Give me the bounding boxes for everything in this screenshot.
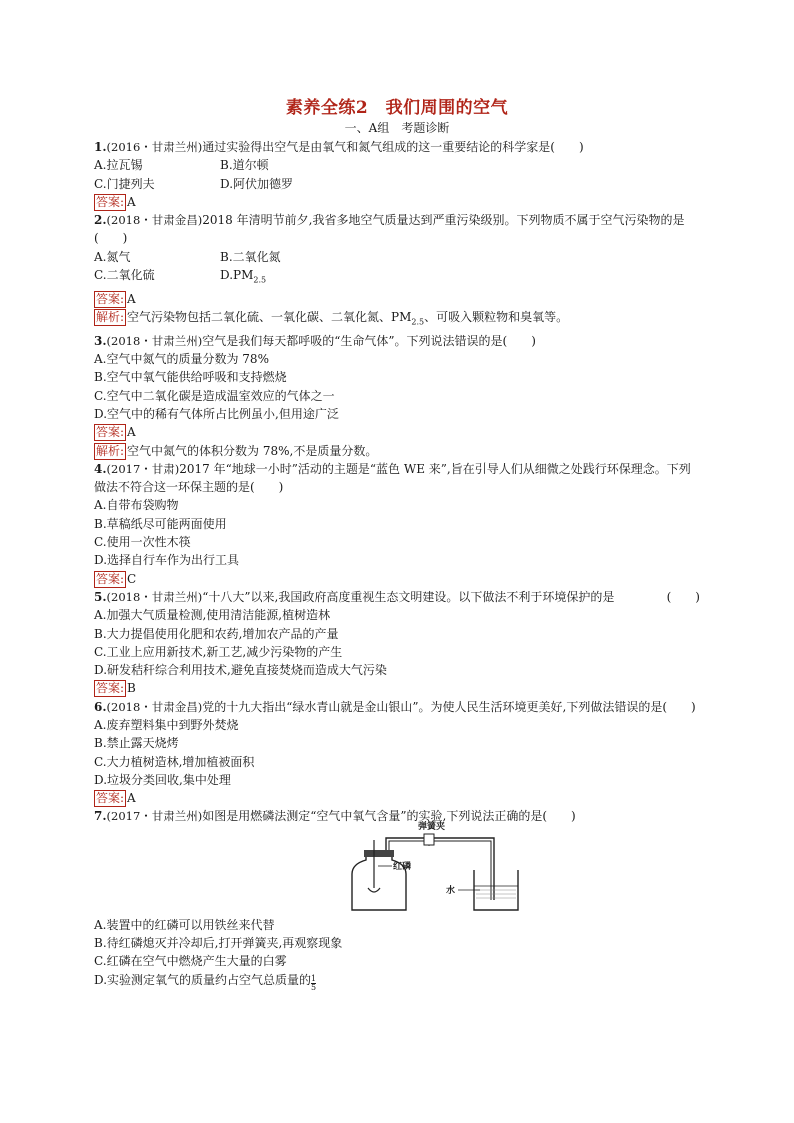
option-b: B.草稿纸尽可能两面使用: [94, 516, 227, 531]
answer-line: [94, 193, 700, 211]
answer-tag: 答案:: [96, 681, 125, 696]
spoon-bowl: [368, 888, 380, 892]
question-text: 2018 年清明节前夕,我省多地空气质量达到严重污染级别。下列物质不属于空气污染物的是( ): [94, 213, 685, 246]
page-title: 素养全练2 我们周围的空气: [285, 98, 509, 118]
option-d: D.选择自行车作为出行工具: [94, 553, 240, 568]
answer-value: C: [127, 571, 137, 586]
question-number: 2.: [94, 213, 107, 228]
answer-tag: 答案:: [96, 791, 125, 806]
option-b: B.禁止露天烧烤: [94, 736, 179, 751]
option-b: B.空气中氧气能供给呼吸和支持燃烧: [94, 370, 287, 385]
stopper: [364, 850, 394, 857]
question-stem: [94, 698, 700, 716]
question-number: 3.: [94, 333, 107, 348]
option-a: A.拉瓦锡: [94, 158, 143, 173]
option-c: C.红磷在空气中燃烧产生大量的白雾: [94, 954, 287, 969]
question-source: (2018・甘肃金昌): [106, 213, 203, 228]
subscript: 2.5: [253, 275, 267, 285]
apparatus-figure: [346, 821, 546, 912]
option-a: A.装置中的红磷可以用铁丝来代替: [94, 917, 275, 932]
option-b: B.大力提倡使用化肥和农药,增加农产品的产量: [94, 626, 339, 641]
question-number: 7.: [94, 809, 107, 824]
option-c: C.空气中二氧化碳是造成温室效应的气体之一: [94, 388, 335, 403]
option-a: A.废弃塑料集中到野外焚烧: [94, 717, 239, 732]
option-c: C.工业上应用新技术,新工艺,减少污染物的产生: [94, 644, 343, 659]
analysis-tag: 解析:: [96, 443, 125, 458]
question-text: 如图是用燃磷法测定“空气中氧气含量”的实验,下列说法正确的是( ): [202, 809, 576, 824]
water-label: 水: [446, 885, 456, 896]
option-d: D.研发秸秆综合利用技术,避免直接焚烧而造成大气污染: [94, 663, 387, 678]
question-4: [94, 460, 700, 588]
question-1: [94, 138, 700, 211]
option-d: D.空气中的稀有气体所占比例虽小,但用途广泛: [94, 406, 339, 421]
question-text: 空气是我们每天都呼吸的“生命气体”。下列说法错误的是( ): [202, 333, 536, 348]
option-d-text: D.实验测定氧气的质量约占空气总质量的: [94, 972, 312, 987]
options-grid: [94, 156, 700, 193]
option-b: B.道尔顿: [220, 158, 269, 173]
option-d: D.垃圾分类回收,集中处理: [94, 772, 231, 787]
option-d-text: D.PM: [220, 268, 254, 283]
question-number: 6.: [94, 699, 107, 714]
option-c: C.门捷列夫: [94, 176, 155, 191]
option-a: A.空气中氮气的质量分数为 78%: [94, 352, 269, 367]
question-source: (2017・甘肃): [106, 461, 180, 476]
answer-value: A: [127, 425, 136, 440]
answer-line: [94, 290, 700, 308]
answer-value: A: [127, 194, 136, 209]
answer-line: [94, 570, 700, 588]
question-3: [94, 332, 700, 460]
answer-value: A: [127, 791, 136, 806]
subscript: 2.5: [411, 317, 425, 327]
answer-line: [94, 423, 700, 441]
spring-clamp: [424, 834, 434, 845]
option-d: [220, 266, 480, 290]
option-c: C.二氧化硫: [94, 268, 155, 283]
question-6: [94, 698, 700, 808]
apparatus-diagram: [346, 821, 546, 912]
question-text: 2017 年“地球一小时”活动的主题是“蓝色 WE 来”,旨在引导人们从细微之处践行环保理念。下列做法不符合这一环保主题的是( ): [94, 461, 691, 495]
answer-value: B: [127, 681, 136, 696]
question-stem: [94, 138, 700, 156]
option-d: [94, 971, 700, 992]
analysis-line: [94, 308, 700, 332]
analysis-line: [94, 442, 700, 460]
question-source: (2018・甘肃兰州): [106, 333, 203, 348]
answer-tag: 答案:: [96, 194, 125, 209]
question-stem: [94, 807, 700, 825]
analysis-text-tail: 、可吸入颗粒物和臭氧等。: [424, 310, 569, 325]
answer-tag: 答案:: [96, 425, 125, 440]
option-c: C.大力植树造林,增加植被面积: [94, 754, 255, 769]
answer-line: [94, 679, 700, 697]
question-stem: [94, 211, 700, 248]
question-text: “十八大”以来,我国政府高度重视生态文明建设。以下做法不利于环境保护的是: [202, 589, 615, 604]
analysis-text: 空气污染物包括二氧化硫、一氧化碳、二氧化氮、PM: [127, 310, 412, 325]
question-text: 通过实验得出空气是由氧气和氮气组成的这一重要结论的科学家是( ): [202, 140, 584, 154]
phosphorus-label: 红磷: [393, 861, 412, 872]
fraction: [311, 975, 316, 992]
question-source: (2017・甘肃兰州): [106, 809, 203, 824]
option-a: A.自带布袋购物: [94, 498, 179, 513]
question-7: [94, 807, 700, 991]
answer-line: [94, 789, 700, 807]
question-number: 4.: [94, 461, 107, 476]
clamp-label: 弹簧夹: [418, 821, 446, 832]
fraction-numerator: 1: [311, 973, 317, 983]
answer-paren: ( ): [666, 589, 700, 604]
option-c: C.使用一次性木筷: [94, 535, 191, 550]
question-2: [94, 211, 700, 332]
answer-value: A: [127, 291, 136, 306]
option-b: B.二氧化氮: [220, 249, 281, 264]
question-stem: [94, 460, 700, 497]
option-b: B.待红磷熄灭并冷却后,打开弹簧夹,再观察现象: [94, 936, 343, 951]
option-a: A.加强大气质量检测,使用清洁能源,植树造林: [94, 608, 331, 623]
fraction-denominator: 5: [311, 982, 317, 992]
question-5: [94, 588, 700, 698]
analysis-tag: 解析:: [96, 310, 125, 325]
answer-tag: 答案:: [96, 291, 125, 306]
question-source: (2018・甘肃金昌): [106, 699, 203, 714]
question-text: 党的十九大指出“绿水青山就是金山银山”。为使人民生活环境更美好,下列做法错误的是( ): [202, 699, 696, 714]
answer-tag: 答案:: [96, 571, 125, 586]
question-source: (2016・甘肃兰州): [106, 140, 203, 154]
question-stem: [94, 332, 700, 350]
analysis-text: 空气中氮气的体积分数为 78%,不是质量分数。: [127, 443, 378, 458]
section-subtitle: 一、A组 考题诊断: [344, 121, 450, 135]
options-grid: [94, 248, 700, 290]
question-number: 1.: [94, 140, 107, 154]
worksheet-page: [94, 96, 700, 992]
question-source: (2018・甘肃兰州): [106, 589, 203, 604]
question-stem: [94, 588, 700, 606]
option-a: A.氮气: [94, 249, 131, 264]
option-d: D.阿伏加德罗: [220, 176, 294, 191]
question-number: 5.: [94, 589, 107, 604]
